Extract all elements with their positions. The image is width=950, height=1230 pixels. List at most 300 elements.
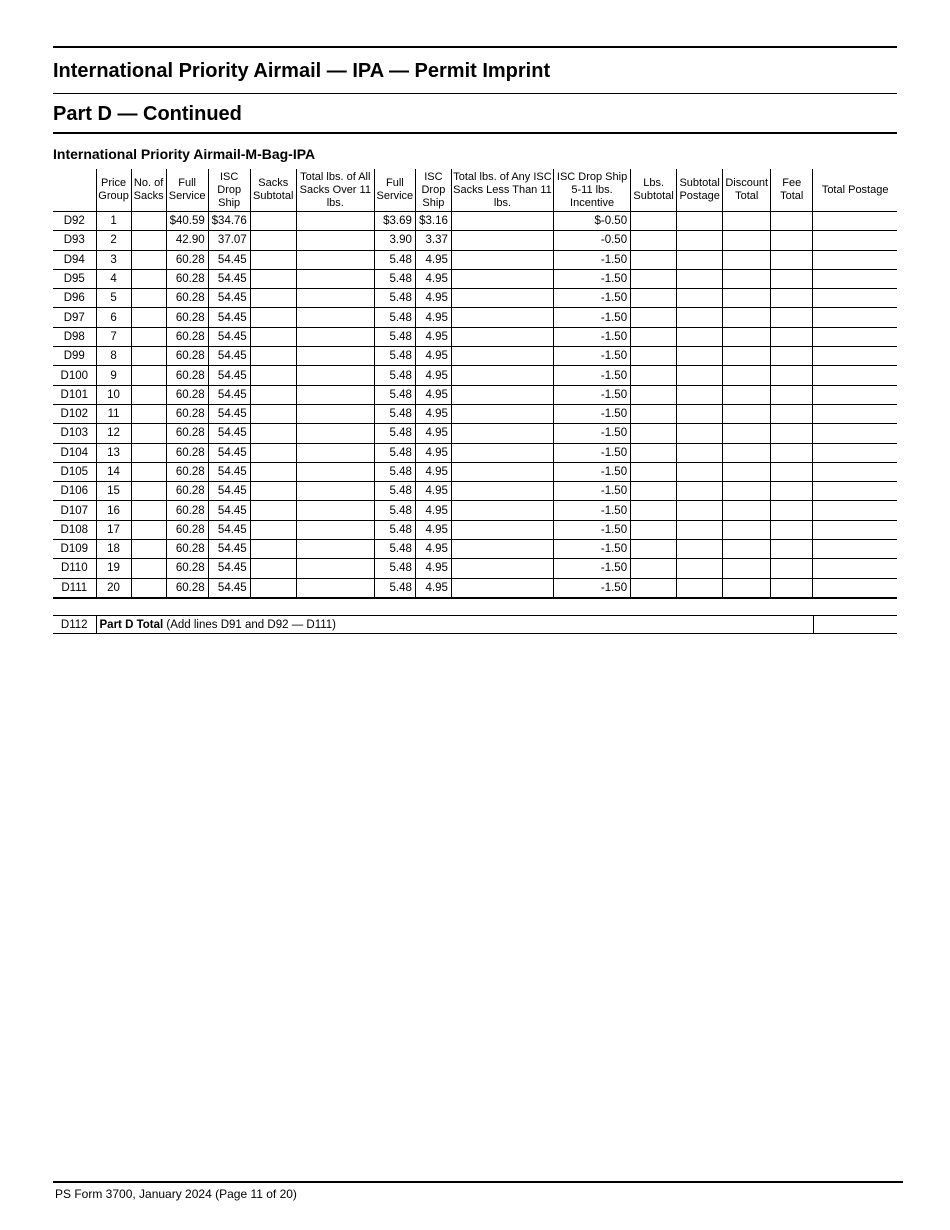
column-header: ISC Drop Ship 5-11 lbs. Incentive bbox=[554, 169, 631, 212]
line-number: D108 bbox=[53, 520, 96, 539]
fee-total-input[interactable] bbox=[771, 559, 813, 578]
table-row bbox=[53, 482, 897, 501]
discount-total-input[interactable] bbox=[723, 443, 771, 462]
fee-total-input[interactable] bbox=[771, 231, 813, 250]
full-service-rate: 60.28 bbox=[166, 462, 208, 481]
subtotal-postage-input[interactable] bbox=[677, 347, 723, 366]
lb-full-service-rate: 5.48 bbox=[374, 366, 415, 385]
fee-total-input[interactable] bbox=[771, 540, 813, 559]
full-service-rate: 60.28 bbox=[166, 308, 208, 327]
no-of-sacks-input[interactable] bbox=[131, 540, 166, 559]
fee-total-input[interactable] bbox=[771, 501, 813, 520]
total-lbs-isc-under-11-input[interactable] bbox=[451, 501, 553, 520]
discount-total-input[interactable] bbox=[723, 520, 771, 539]
no-of-sacks-input[interactable] bbox=[131, 404, 166, 423]
fee-total-input[interactable] bbox=[771, 578, 813, 598]
line-number: D103 bbox=[53, 424, 96, 443]
isc-drop-ship-rate: 54.45 bbox=[208, 501, 250, 520]
no-of-sacks-input[interactable] bbox=[131, 308, 166, 327]
lb-isc-drop-ship-rate: 4.95 bbox=[415, 385, 451, 404]
total-lbs-over-11-input[interactable] bbox=[296, 385, 374, 404]
lbs-subtotal-input[interactable] bbox=[631, 578, 677, 598]
table-row bbox=[53, 559, 897, 578]
total-lbs-over-11-input[interactable] bbox=[296, 327, 374, 346]
total-postage-input[interactable] bbox=[813, 482, 897, 501]
no-of-sacks-input[interactable] bbox=[131, 443, 166, 462]
sacks-subtotal-input[interactable] bbox=[250, 289, 296, 308]
section-title: International Priority Airmail-M-Bag-IPA bbox=[53, 146, 316, 162]
table-row bbox=[53, 424, 897, 443]
table-row bbox=[53, 366, 897, 385]
total-lbs-isc-under-11-input[interactable] bbox=[451, 327, 553, 346]
line-number: D106 bbox=[53, 482, 96, 501]
total-postage-input[interactable] bbox=[813, 462, 897, 481]
full-service-rate: 60.28 bbox=[166, 520, 208, 539]
total-postage-input[interactable] bbox=[813, 520, 897, 539]
fee-total-input[interactable] bbox=[771, 443, 813, 462]
discount-total-input[interactable] bbox=[723, 501, 771, 520]
line-number: D109 bbox=[53, 540, 96, 559]
subtotal-postage-input[interactable] bbox=[677, 308, 723, 327]
lb-isc-drop-ship-rate: 4.95 bbox=[415, 366, 451, 385]
lbs-subtotal-input[interactable] bbox=[631, 289, 677, 308]
fee-total-input[interactable] bbox=[771, 327, 813, 346]
subtotal-postage-input[interactable] bbox=[677, 559, 723, 578]
total-postage-input[interactable] bbox=[813, 327, 897, 346]
total-lbs-over-11-input[interactable] bbox=[296, 289, 374, 308]
line-number: D100 bbox=[53, 366, 96, 385]
sacks-subtotal-input[interactable] bbox=[250, 520, 296, 539]
lb-full-service-rate: 5.48 bbox=[374, 443, 415, 462]
total-postage-input[interactable] bbox=[813, 559, 897, 578]
total-postage-input[interactable] bbox=[813, 404, 897, 423]
total-lbs-over-11-input[interactable] bbox=[296, 578, 374, 598]
lbs-subtotal-input[interactable] bbox=[631, 462, 677, 481]
isc-drop-ship-rate: 54.45 bbox=[208, 462, 250, 481]
no-of-sacks-input[interactable] bbox=[131, 269, 166, 288]
price-group: 10 bbox=[96, 385, 131, 404]
lb-full-service-rate: 5.48 bbox=[374, 540, 415, 559]
isc-incentive-rate: -1.50 bbox=[554, 269, 631, 288]
total-postage-input[interactable] bbox=[813, 269, 897, 288]
total-lbs-isc-under-11-input[interactable] bbox=[451, 347, 553, 366]
lbs-subtotal-input[interactable] bbox=[631, 559, 677, 578]
lbs-subtotal-input[interactable] bbox=[631, 308, 677, 327]
sacks-subtotal-input[interactable] bbox=[250, 308, 296, 327]
total-lbs-isc-under-11-input[interactable] bbox=[451, 385, 553, 404]
fee-total-input[interactable] bbox=[771, 347, 813, 366]
fee-total-input[interactable] bbox=[771, 424, 813, 443]
sacks-subtotal-input[interactable] bbox=[250, 443, 296, 462]
lb-full-service-rate: 5.48 bbox=[374, 404, 415, 423]
no-of-sacks-input[interactable] bbox=[131, 212, 166, 231]
sacks-subtotal-input[interactable] bbox=[250, 404, 296, 423]
total-lbs-over-11-input[interactable] bbox=[296, 540, 374, 559]
lb-full-service-rate: 5.48 bbox=[374, 347, 415, 366]
total-lbs-isc-under-11-input[interactable] bbox=[451, 578, 553, 598]
full-service-rate: 60.28 bbox=[166, 424, 208, 443]
subtotal-postage-input[interactable] bbox=[677, 212, 723, 231]
subtotal-postage-input[interactable] bbox=[677, 366, 723, 385]
price-group: 5 bbox=[96, 289, 131, 308]
isc-drop-ship-rate: 54.45 bbox=[208, 482, 250, 501]
lb-full-service-rate: 5.48 bbox=[374, 289, 415, 308]
column-header: Full Service bbox=[374, 169, 415, 212]
lbs-subtotal-input[interactable] bbox=[631, 482, 677, 501]
fee-total-input[interactable] bbox=[771, 404, 813, 423]
total-postage-input[interactable] bbox=[813, 347, 897, 366]
isc-drop-ship-rate: 54.45 bbox=[208, 578, 250, 598]
sacks-subtotal-input[interactable] bbox=[250, 540, 296, 559]
rates-table bbox=[53, 169, 897, 599]
fee-total-input[interactable] bbox=[771, 462, 813, 481]
line-number: D96 bbox=[53, 289, 96, 308]
fee-total-input[interactable] bbox=[771, 212, 813, 231]
subtotal-postage-input[interactable] bbox=[677, 250, 723, 269]
subtotal-postage-input[interactable] bbox=[677, 269, 723, 288]
total-lbs-isc-under-11-input[interactable] bbox=[451, 559, 553, 578]
lbs-subtotal-input[interactable] bbox=[631, 501, 677, 520]
sacks-subtotal-input[interactable] bbox=[250, 424, 296, 443]
price-group: 3 bbox=[96, 250, 131, 269]
sacks-subtotal-input[interactable] bbox=[250, 212, 296, 231]
total-lbs-over-11-input[interactable] bbox=[296, 482, 374, 501]
subtotal-postage-input[interactable] bbox=[677, 462, 723, 481]
total-lbs-over-11-input[interactable] bbox=[296, 520, 374, 539]
isc-drop-ship-rate: 54.45 bbox=[208, 308, 250, 327]
lb-isc-drop-ship-rate: 4.95 bbox=[415, 578, 451, 598]
discount-total-input[interactable] bbox=[723, 231, 771, 250]
total-lbs-over-11-input[interactable] bbox=[296, 404, 374, 423]
no-of-sacks-input[interactable] bbox=[131, 482, 166, 501]
total-lbs-over-11-input[interactable] bbox=[296, 462, 374, 481]
subtotal-postage-input[interactable] bbox=[677, 327, 723, 346]
discount-total-input[interactable] bbox=[723, 212, 771, 231]
part-divider bbox=[53, 132, 897, 134]
lb-full-service-rate: 5.48 bbox=[374, 327, 415, 346]
total-lbs-isc-under-11-input[interactable] bbox=[451, 404, 553, 423]
price-group: 7 bbox=[96, 327, 131, 346]
subtotal-postage-input[interactable] bbox=[677, 385, 723, 404]
total-lbs-over-11-input[interactable] bbox=[296, 308, 374, 327]
discount-total-input[interactable] bbox=[723, 289, 771, 308]
total-lbs-over-11-input[interactable] bbox=[296, 501, 374, 520]
total-postage-input[interactable] bbox=[813, 424, 897, 443]
lb-full-service-rate: 5.48 bbox=[374, 269, 415, 288]
lbs-subtotal-input[interactable] bbox=[631, 269, 677, 288]
table-row bbox=[53, 520, 897, 539]
subtotal-postage-input[interactable] bbox=[677, 404, 723, 423]
fee-total-input[interactable] bbox=[771, 366, 813, 385]
total-lbs-isc-under-11-input[interactable] bbox=[451, 540, 553, 559]
discount-total-input[interactable] bbox=[723, 327, 771, 346]
isc-incentive-rate: -1.50 bbox=[554, 385, 631, 404]
subtotal-postage-input[interactable] bbox=[677, 443, 723, 462]
isc-incentive-rate: -1.50 bbox=[554, 578, 631, 598]
full-service-rate: 60.28 bbox=[166, 347, 208, 366]
sacks-subtotal-input[interactable] bbox=[250, 250, 296, 269]
fee-total-input[interactable] bbox=[771, 520, 813, 539]
full-service-rate: 60.28 bbox=[166, 327, 208, 346]
discount-total-input[interactable] bbox=[723, 404, 771, 423]
table-row bbox=[53, 308, 897, 327]
table-row bbox=[53, 443, 897, 462]
fee-total-input[interactable] bbox=[771, 250, 813, 269]
total-postage-input[interactable] bbox=[813, 289, 897, 308]
lb-full-service-rate: 5.48 bbox=[374, 482, 415, 501]
lb-isc-drop-ship-rate: 4.95 bbox=[415, 443, 451, 462]
no-of-sacks-input[interactable] bbox=[131, 424, 166, 443]
column-header: Sacks Subtotal bbox=[250, 169, 296, 212]
total-lbs-isc-under-11-input[interactable] bbox=[451, 308, 553, 327]
column-header: Total lbs. of All Sacks Over 11 lbs. bbox=[296, 169, 374, 212]
full-service-rate: 60.28 bbox=[166, 404, 208, 423]
total-lbs-over-11-input[interactable] bbox=[296, 212, 374, 231]
no-of-sacks-input[interactable] bbox=[131, 231, 166, 250]
no-of-sacks-input[interactable] bbox=[131, 559, 166, 578]
price-group: 19 bbox=[96, 559, 131, 578]
lb-isc-drop-ship-rate: 4.95 bbox=[415, 308, 451, 327]
sacks-subtotal-input[interactable] bbox=[250, 269, 296, 288]
lbs-subtotal-input[interactable] bbox=[631, 443, 677, 462]
no-of-sacks-input[interactable] bbox=[131, 366, 166, 385]
discount-total-input[interactable] bbox=[723, 269, 771, 288]
table-row bbox=[53, 212, 897, 231]
total-lbs-over-11-input[interactable] bbox=[296, 231, 374, 250]
fee-total-input[interactable] bbox=[771, 308, 813, 327]
table-row bbox=[53, 501, 897, 520]
line-number: D95 bbox=[53, 269, 96, 288]
no-of-sacks-input[interactable] bbox=[131, 289, 166, 308]
no-of-sacks-input[interactable] bbox=[131, 347, 166, 366]
no-of-sacks-input[interactable] bbox=[131, 327, 166, 346]
isc-drop-ship-rate: 54.45 bbox=[208, 520, 250, 539]
total-lbs-isc-under-11-input[interactable] bbox=[451, 443, 553, 462]
sacks-subtotal-input[interactable] bbox=[250, 482, 296, 501]
lbs-subtotal-input[interactable] bbox=[631, 404, 677, 423]
discount-total-input[interactable] bbox=[723, 482, 771, 501]
total-lbs-isc-under-11-input[interactable] bbox=[451, 289, 553, 308]
table-header-row bbox=[53, 169, 897, 212]
fee-total-input[interactable] bbox=[771, 269, 813, 288]
isc-incentive-rate: -1.50 bbox=[554, 250, 631, 269]
lb-isc-drop-ship-rate: 4.95 bbox=[415, 250, 451, 269]
lb-isc-drop-ship-rate: 4.95 bbox=[415, 520, 451, 539]
no-of-sacks-input[interactable] bbox=[131, 578, 166, 598]
isc-drop-ship-rate: 54.45 bbox=[208, 540, 250, 559]
line-number: D104 bbox=[53, 443, 96, 462]
discount-total-input[interactable] bbox=[723, 385, 771, 404]
isc-drop-ship-rate: 54.45 bbox=[208, 289, 250, 308]
price-group: 17 bbox=[96, 520, 131, 539]
total-postage-input[interactable] bbox=[813, 616, 897, 634]
total-postage-input[interactable] bbox=[813, 443, 897, 462]
total-lbs-over-11-input[interactable] bbox=[296, 347, 374, 366]
part-d-total-row bbox=[53, 615, 897, 634]
price-group: 2 bbox=[96, 231, 131, 250]
column-header: Price Group bbox=[96, 169, 131, 212]
total-line-number: D112 bbox=[60, 618, 88, 631]
subtotal-postage-input[interactable] bbox=[677, 501, 723, 520]
total-postage-input[interactable] bbox=[813, 501, 897, 520]
table-row bbox=[53, 385, 897, 404]
isc-drop-ship-rate: 54.45 bbox=[208, 347, 250, 366]
no-of-sacks-input[interactable] bbox=[131, 501, 166, 520]
isc-drop-ship-rate: 37.07 bbox=[208, 231, 250, 250]
fee-total-input[interactable] bbox=[771, 289, 813, 308]
lbs-subtotal-input[interactable] bbox=[631, 385, 677, 404]
total-lbs-isc-under-11-input[interactable] bbox=[451, 366, 553, 385]
total-lbs-isc-under-11-input[interactable] bbox=[451, 212, 553, 231]
lbs-subtotal-input[interactable] bbox=[631, 231, 677, 250]
table-row bbox=[53, 540, 897, 559]
lb-isc-drop-ship-rate: 4.95 bbox=[415, 501, 451, 520]
line-number: D101 bbox=[53, 385, 96, 404]
lbs-subtotal-input[interactable] bbox=[631, 540, 677, 559]
total-label-cell bbox=[96, 616, 813, 634]
isc-incentive-rate: -1.50 bbox=[554, 327, 631, 346]
total-lbs-over-11-input[interactable] bbox=[296, 250, 374, 269]
lbs-subtotal-input[interactable] bbox=[631, 327, 677, 346]
lbs-subtotal-input[interactable] bbox=[631, 250, 677, 269]
lbs-subtotal-input[interactable] bbox=[631, 520, 677, 539]
column-header: ISC Drop Ship bbox=[208, 169, 250, 212]
footer-rule bbox=[53, 1181, 903, 1183]
lb-isc-drop-ship-rate: $3.16 bbox=[415, 212, 451, 231]
sacks-subtotal-input[interactable] bbox=[250, 385, 296, 404]
sacks-subtotal-input[interactable] bbox=[250, 347, 296, 366]
fee-total-input[interactable] bbox=[771, 482, 813, 501]
total-lbs-isc-under-11-input[interactable] bbox=[451, 250, 553, 269]
isc-incentive-rate: -1.50 bbox=[554, 308, 631, 327]
line-number: D99 bbox=[53, 347, 96, 366]
lb-full-service-rate: 5.48 bbox=[374, 250, 415, 269]
discount-total-input[interactable] bbox=[723, 462, 771, 481]
total-lbs-over-11-input[interactable] bbox=[296, 269, 374, 288]
total-postage-input[interactable] bbox=[813, 231, 897, 250]
isc-incentive-rate: -1.50 bbox=[554, 289, 631, 308]
sacks-subtotal-input[interactable] bbox=[250, 366, 296, 385]
page-title: International Priority Airmail — IPA — Permit Imprint bbox=[53, 60, 551, 82]
isc-drop-ship-rate: 54.45 bbox=[208, 404, 250, 423]
subtotal-postage-input[interactable] bbox=[677, 482, 723, 501]
isc-incentive-rate: -1.50 bbox=[554, 366, 631, 385]
total-lbs-over-11-input[interactable] bbox=[296, 424, 374, 443]
title-divider bbox=[53, 93, 897, 94]
table-row bbox=[53, 250, 897, 269]
column-header: Lbs. Subtotal bbox=[631, 169, 677, 212]
discount-total-input[interactable] bbox=[723, 578, 771, 598]
discount-total-input[interactable] bbox=[723, 347, 771, 366]
discount-total-input[interactable] bbox=[723, 250, 771, 269]
subtotal-postage-input[interactable] bbox=[677, 289, 723, 308]
column-header: Discount Total bbox=[723, 169, 771, 212]
discount-total-input[interactable] bbox=[723, 540, 771, 559]
full-service-rate: 60.28 bbox=[166, 501, 208, 520]
lb-full-service-rate: 5.48 bbox=[374, 308, 415, 327]
isc-drop-ship-rate: 54.45 bbox=[208, 250, 250, 269]
full-service-rate: 60.28 bbox=[166, 269, 208, 288]
total-lbs-isc-under-11-input[interactable] bbox=[451, 424, 553, 443]
sacks-subtotal-input[interactable] bbox=[250, 327, 296, 346]
line-number: D98 bbox=[53, 327, 96, 346]
sacks-subtotal-input[interactable] bbox=[250, 559, 296, 578]
table-row bbox=[53, 462, 897, 481]
total-lbs-over-11-input[interactable] bbox=[296, 443, 374, 462]
total-lbs-over-11-input[interactable] bbox=[296, 559, 374, 578]
full-service-rate: 60.28 bbox=[166, 366, 208, 385]
price-group: 13 bbox=[96, 443, 131, 462]
lbs-subtotal-input[interactable] bbox=[631, 366, 677, 385]
total-postage-input[interactable] bbox=[813, 385, 897, 404]
column-header: Subtotal Postage bbox=[677, 169, 723, 212]
lbs-subtotal-input[interactable] bbox=[631, 212, 677, 231]
total-postage-input[interactable] bbox=[813, 578, 897, 598]
lbs-subtotal-input[interactable] bbox=[631, 424, 677, 443]
total-lbs-isc-under-11-input[interactable] bbox=[451, 520, 553, 539]
total-lbs-isc-under-11-input[interactable] bbox=[451, 462, 553, 481]
line-number: D107 bbox=[53, 501, 96, 520]
isc-drop-ship-rate: 54.45 bbox=[208, 269, 250, 288]
lb-full-service-rate: 5.48 bbox=[374, 424, 415, 443]
subtotal-postage-input[interactable] bbox=[677, 540, 723, 559]
subtotal-postage-input[interactable] bbox=[677, 231, 723, 250]
discount-total-input[interactable] bbox=[723, 308, 771, 327]
total-postage-input[interactable] bbox=[813, 540, 897, 559]
total-lbs-isc-under-11-input[interactable] bbox=[451, 482, 553, 501]
column-header: No. of Sacks bbox=[131, 169, 166, 212]
total-postage-input[interactable] bbox=[813, 366, 897, 385]
no-of-sacks-input[interactable] bbox=[131, 462, 166, 481]
isc-incentive-rate: -1.50 bbox=[554, 404, 631, 423]
discount-total-input[interactable] bbox=[723, 366, 771, 385]
full-service-rate: 60.28 bbox=[166, 482, 208, 501]
discount-total-input[interactable] bbox=[723, 559, 771, 578]
total-postage-input[interactable] bbox=[813, 212, 897, 231]
sacks-subtotal-input[interactable] bbox=[250, 578, 296, 598]
fee-total-input[interactable] bbox=[771, 385, 813, 404]
no-of-sacks-input[interactable] bbox=[131, 385, 166, 404]
isc-incentive-rate: $-0.50 bbox=[554, 212, 631, 231]
full-service-rate: $40.59 bbox=[166, 212, 208, 231]
subtotal-postage-input[interactable] bbox=[677, 520, 723, 539]
lb-isc-drop-ship-rate: 4.95 bbox=[415, 462, 451, 481]
no-of-sacks-input[interactable] bbox=[131, 520, 166, 539]
isc-drop-ship-rate: 54.45 bbox=[208, 385, 250, 404]
discount-total-input[interactable] bbox=[723, 424, 771, 443]
line-number: D92 bbox=[53, 212, 96, 231]
total-lbs-isc-under-11-input[interactable] bbox=[451, 269, 553, 288]
price-group: 1 bbox=[96, 212, 131, 231]
price-group: 4 bbox=[96, 269, 131, 288]
total-postage-input[interactable] bbox=[813, 250, 897, 269]
lbs-subtotal-input[interactable] bbox=[631, 347, 677, 366]
subtotal-postage-input[interactable] bbox=[677, 424, 723, 443]
total-lbs-over-11-input[interactable] bbox=[296, 366, 374, 385]
sacks-subtotal-input[interactable] bbox=[250, 231, 296, 250]
column-header bbox=[53, 169, 96, 212]
isc-incentive-rate: -1.50 bbox=[554, 443, 631, 462]
isc-incentive-rate: -1.50 bbox=[554, 462, 631, 481]
sacks-subtotal-input[interactable] bbox=[250, 501, 296, 520]
isc-drop-ship-rate: $34.76 bbox=[208, 212, 250, 231]
total-lbs-isc-under-11-input[interactable] bbox=[451, 231, 553, 250]
total-postage-input[interactable] bbox=[813, 308, 897, 327]
subtotal-postage-input[interactable] bbox=[677, 578, 723, 598]
sacks-subtotal-input[interactable] bbox=[250, 462, 296, 481]
line-number: D110 bbox=[53, 559, 96, 578]
no-of-sacks-input[interactable] bbox=[131, 250, 166, 269]
